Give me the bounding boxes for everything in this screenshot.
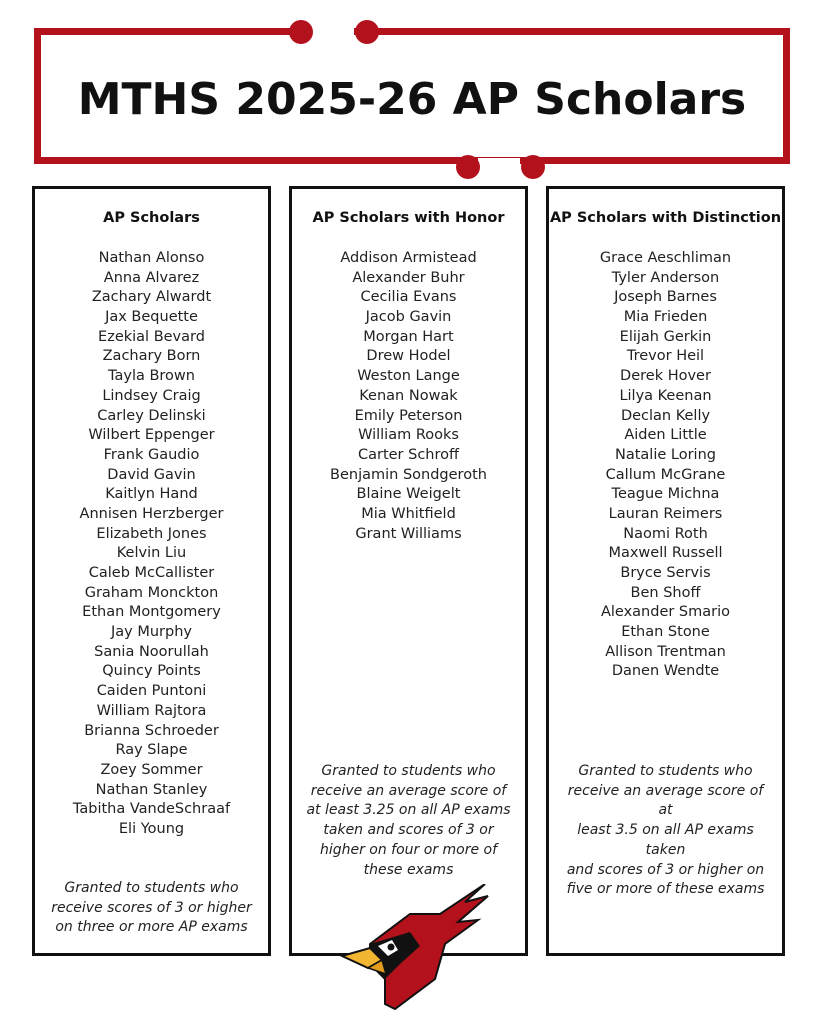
- criteria-line: and scores of 3 or higher on: [566, 861, 765, 878]
- list-item: Anna Alvarez: [103, 269, 200, 286]
- list-item: Ray Slape: [115, 742, 188, 759]
- list-item: Mia Whitfield: [361, 505, 456, 522]
- criteria-text: [45, 879, 258, 938]
- list-item: Kenan Nowak: [359, 387, 458, 404]
- column-heading: AP Scholars: [103, 210, 200, 226]
- list-item: Eli Young: [118, 820, 185, 837]
- list-item: Ethan Montgomery: [82, 604, 221, 621]
- list-item: Morgan Hart: [363, 328, 454, 345]
- criteria-line: Granted to students who: [578, 763, 753, 779]
- column-ap-scholars: [32, 186, 271, 956]
- list-item: Tabitha VandeSchraaf: [72, 801, 231, 818]
- list-item: Mia Frieden: [623, 309, 708, 326]
- frame-dot-icon: [521, 155, 545, 179]
- column-heading: AP Scholars with Honor: [312, 210, 505, 226]
- list-item: Kelvin Liu: [116, 545, 187, 562]
- list-item: Wilbert Eppenger: [88, 427, 215, 444]
- list-item: Danen Wendte: [611, 663, 720, 680]
- criteria-line: receive an average score of: [310, 782, 507, 799]
- list-item: Lauran Reimers: [608, 505, 723, 522]
- list-item: Ezekial Bevard: [98, 328, 205, 345]
- list-item: Tyler Anderson: [611, 269, 720, 286]
- frame-gap-bottom: [478, 158, 520, 172]
- criteria-line: Granted to students who: [64, 880, 239, 896]
- list-item: Derek Hover: [620, 368, 711, 385]
- list-item: Kaitlyn Hand: [105, 486, 198, 503]
- list-item: Maxwell Russell: [608, 545, 723, 562]
- list-item: Nathan Stanley: [95, 781, 208, 798]
- list-item: Elijah Gerkin: [619, 328, 712, 345]
- name-list: [549, 249, 782, 682]
- page-title: MTHS 2025-26 AP Scholars: [77, 74, 747, 125]
- criteria-line: receive scores of 3 or higher: [51, 899, 252, 916]
- criteria-line: Granted to students who: [321, 763, 496, 779]
- list-item: Bryce Servis: [620, 565, 711, 581]
- frame-gap-top: [312, 24, 354, 38]
- list-item: Caiden Puntoni: [96, 683, 207, 700]
- criteria-line: these exams: [363, 861, 454, 878]
- list-item: Ethan Stone: [621, 624, 710, 641]
- list-item: Alexander Smario: [600, 604, 731, 621]
- criteria-line: receive an average score of at: [567, 782, 764, 819]
- list-item: Elizabeth Jones: [96, 525, 207, 542]
- criteria-line: five or more of these exams: [566, 881, 765, 898]
- list-item: Quincy Points: [102, 663, 201, 680]
- list-item: Teague Michna: [611, 486, 720, 503]
- list-item: William Rajtora: [96, 702, 207, 719]
- column-ap-scholars-with-distinction: [546, 186, 785, 956]
- list-item: Jacob Gavin: [365, 309, 452, 326]
- list-item: Frank Gaudio: [103, 446, 200, 463]
- criteria-text: [559, 762, 772, 900]
- list-item: Addison Armistead: [340, 250, 477, 266]
- list-item: Blaine Weigelt: [356, 486, 461, 503]
- list-item: Tayla Brown: [108, 368, 195, 385]
- list-item: Zoey Sommer: [100, 761, 203, 778]
- criteria-line: taken and scores of 3 or: [323, 822, 494, 839]
- list-item: Jay Murphy: [111, 624, 192, 641]
- list-item: Lindsey Craig: [102, 387, 201, 404]
- cardinal-mascot-icon: [340, 884, 490, 1010]
- list-item: Alexander Buhr: [352, 269, 465, 286]
- list-item: Grace Aeschliman: [599, 250, 732, 266]
- list-item: Allison Trentman: [605, 643, 726, 660]
- list-item: Weston Lange: [357, 368, 460, 385]
- list-item: Benjamin Sondgeroth: [330, 466, 487, 483]
- list-item: Joseph Barnes: [614, 289, 717, 306]
- list-item: Callum McGrane: [605, 466, 726, 483]
- list-item: Jax Bequette: [105, 309, 198, 326]
- list-item: Lilya Keenan: [619, 387, 712, 404]
- list-item: Nathan Alonso: [98, 250, 205, 266]
- list-item: Naomi Roth: [623, 525, 708, 542]
- list-item: Natalie Loring: [615, 446, 716, 463]
- criteria-line: at least 3.25 on all AP exams: [306, 802, 511, 819]
- list-item: Drew Hodel: [366, 348, 451, 365]
- list-item: Carter Schroff: [357, 446, 460, 463]
- list-item: Carley Delinski: [97, 407, 206, 424]
- list-item: Zachary Alwardt: [91, 289, 212, 306]
- criteria-line: higher on four or more of: [319, 841, 498, 858]
- column-ap-scholars-with-honor: [289, 186, 528, 956]
- name-list: [292, 249, 525, 544]
- list-item: David Gavin: [107, 466, 196, 483]
- list-item: Grant Williams: [355, 525, 462, 542]
- criteria-line: on three or more AP exams: [55, 919, 248, 936]
- frame-dot-icon: [456, 155, 480, 179]
- frame-dot-icon: [355, 20, 379, 44]
- list-item: Zachary Born: [102, 348, 201, 365]
- list-item: Sania Noorullah: [94, 643, 209, 660]
- list-item: William Rooks: [358, 427, 459, 444]
- list-item: Aiden Little: [624, 427, 707, 444]
- criteria-line: least 3.5 on all AP exams taken: [577, 822, 754, 858]
- list-item: Graham Monckton: [84, 584, 219, 601]
- frame-dot-icon: [289, 20, 313, 44]
- list-item: Emily Peterson: [354, 407, 463, 424]
- criteria-text: [302, 762, 515, 880]
- list-item: Cecilia Evans: [360, 289, 457, 306]
- list-item: Ben Shoff: [630, 584, 701, 601]
- column-heading: AP Scholars with Distinction: [549, 210, 782, 226]
- list-item: Caleb McCallister: [88, 565, 215, 581]
- name-list: [35, 249, 268, 840]
- list-item: Annisen Herzberger: [79, 505, 224, 522]
- list-item: Declan Kelly: [620, 407, 711, 424]
- list-item: Trevor Heil: [626, 348, 705, 365]
- list-item: Brianna Schroeder: [84, 722, 219, 739]
